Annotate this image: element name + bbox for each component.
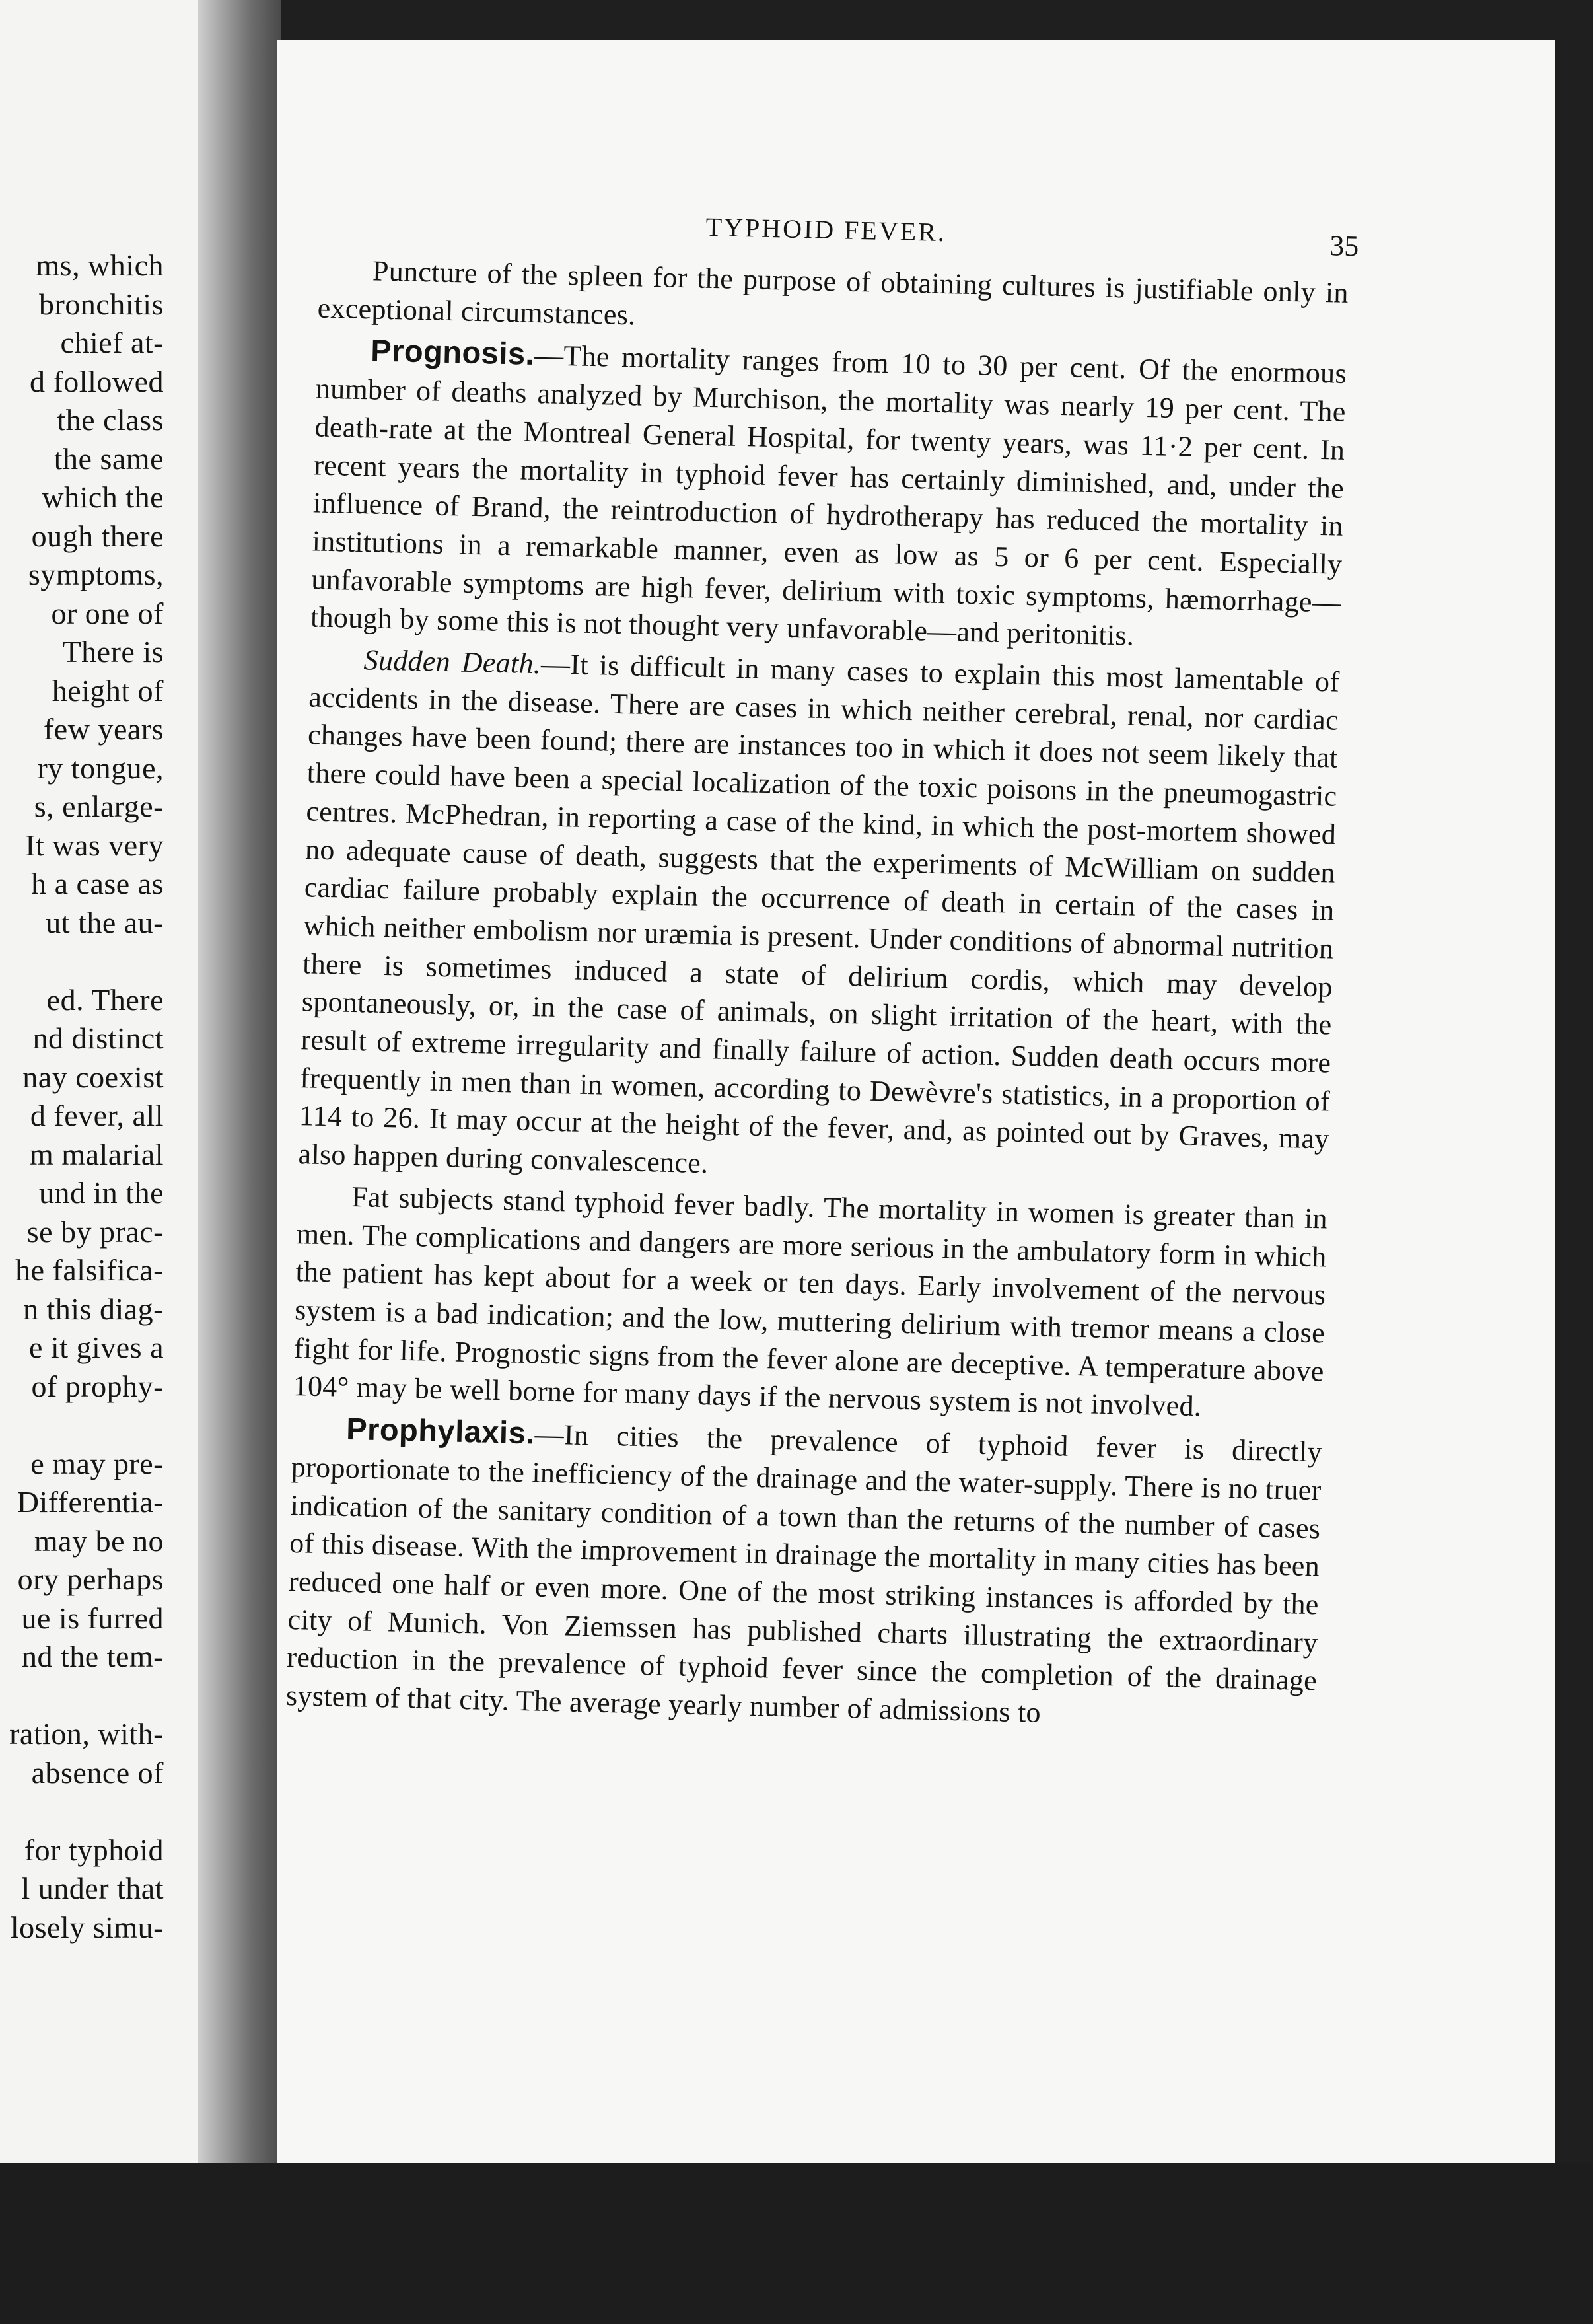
paragraph-prophylaxis [285, 1408, 1322, 1738]
left-page-line: the same [53, 441, 164, 476]
book-gutter [198, 0, 281, 2163]
left-page-line: ue is furred [21, 1601, 164, 1635]
left-page-line: n this diag- [23, 1291, 164, 1326]
left-page-line: l under that [21, 1871, 164, 1905]
left-page-line: losely simu- [10, 1910, 164, 1944]
running-head: TYPHOID FEVER. [705, 211, 947, 248]
left-page-line: the class [57, 403, 164, 437]
left-page-line: which the [42, 480, 164, 514]
paragraph-text: —The mortality ranges from 10 to 30 per cent. Of the enormous number of deaths analyzed by Murchison, the mortality was nearly 19 per cent. The death-rate at the Montreal General Hospital, for twenty years, was 11·2 per cent. In recent years the mortality in typhoid fever has certainly diminished, and, under the influence of Brand, the reintroduction of hydrotherapy has reduced the mortality in institutions in a remarkable manner, even as low as 5 or 6 per cent. Especially unfavorable symptoms are high fever, delirium with toxic symptoms, hæmorrhage—though by some this is not thought very unfavorable—and peritonitis. [310, 339, 1347, 652]
left-page-line: few years [43, 712, 164, 746]
left-page-line: It was very [25, 828, 164, 862]
left-page-line: nd distinct [32, 1021, 164, 1055]
scan-background [0, 2163, 1593, 2324]
left-page-line: symptoms, [28, 558, 164, 591]
left-page-line: ory perhaps [17, 1562, 164, 1596]
left-page-line: d fever, all [30, 1099, 164, 1132]
left-page-line: ms, which [36, 248, 164, 282]
subsection-heading-sudden-death: Sudden Death. [363, 643, 542, 680]
left-page-line: chief at- [60, 326, 164, 359]
left-page-line: e may pre- [30, 1446, 164, 1480]
right-page [277, 40, 1555, 2167]
left-page-line: d followed [29, 364, 164, 398]
left-page-line: se by prac- [26, 1214, 164, 1249]
left-page-line: s, enlarge- [34, 789, 164, 823]
paragraph-fat-subjects [293, 1177, 1328, 1429]
left-page-line: nd the tem- [22, 1640, 164, 1673]
body-text [285, 251, 1349, 1739]
section-heading-prophylaxis: Prophylaxis. [345, 1411, 536, 1451]
section-heading-prognosis: Prognosis. [370, 332, 535, 372]
left-page-line: m malarial [30, 1137, 164, 1171]
paragraph-text: Fat subjects stand typhoid fever badly. The mortality in women is greater than in men. The complications and dangers are more serious in the ambulatory form in which the patient has kept about for a week or ten days. Early involvement of the nervous system is a bad indication; and the low, muttering delirium with tremor means a close fight for life. Prognostic signs from the fever alone are deceptive. A temperature above 104° may be well borne for many days if the nervous system is not involved. [293, 1180, 1328, 1423]
left-page-line: ed. There [46, 982, 164, 1017]
paragraph-text: Puncture of the spleen for the purpose of obtaining cultures is justifiable only in exceptional circumstances. [317, 254, 1349, 332]
paragraph-text: —In cities the prevalence of typhoid fever is directly proportionate to the inefficiency of the drainage and the water-supply. There is no truer indication of the sanitary condition of a town than the returns of the number of cases of this disease. With the improvement in drainage the mortality in many cities has been reduced one half or even more. One of the most striking instances is afforded by the city of Munich. Von Ziemssen has published charts illustrating the extraordinary reduction in the prevalence of typhoid fever since the completion of the drainage system of that city. The average yearly number of admissions to [285, 1418, 1323, 1729]
left-page-line: ry tongue, [37, 750, 164, 785]
left-page-line: e it gives a [29, 1330, 164, 1364]
left-page-line: nay coexist [22, 1060, 164, 1094]
left-page-line: There is [62, 635, 164, 669]
left-page-line: height of [52, 673, 164, 708]
paragraph-sudden-death [298, 639, 1340, 1196]
left-page-line: Differentia- [17, 1485, 164, 1519]
paragraph-text: —It is difficult in many cases to explain this most lamentable of accidents in the disease. There are cases in which neither cerebral, renal, nor cardiac changes have been found; there are instances too in which it does not seem likely that there could have been a special localization of the toxic poisons in the pneumogastric centres. McPhedran, in reporting a case of the kind, in which the post-mortem showed no adequate cause of death, suggests that the experiments of McWilliam on sudden cardiac failure probably explain the occurrence of death in certain of the cases in which neither embolism nor uræmia is present. Under conditions of abnormal nutrition there is sometimes induced a state of delirium cordis, which may develop spontaneously, or, in the case of animals, on slight irritation of the heart, with the result of extreme irregularity and finally failure of action. Sudden death occurs more frequently in men than in women, according to Dewèvre's statistics, in a proportion of 114 to 26. It may occur at the height of the fever, and, as pointed out by Graves, may also happen during convalescence. [298, 647, 1340, 1180]
page-text-block [277, 40, 1555, 2167]
left-page [0, 0, 210, 2180]
page-number: 35 [1329, 229, 1359, 263]
left-page-line: he falsifica- [15, 1253, 164, 1287]
left-page-line: of prophy- [31, 1369, 164, 1403]
left-page-line: for typhoid [24, 1833, 164, 1867]
paragraph-prognosis [310, 330, 1347, 660]
left-page-line: h a case as [31, 867, 164, 900]
left-page-line: or one of [51, 596, 164, 630]
left-page-line: und in the [39, 1176, 164, 1210]
left-page-line: bronchitis [39, 287, 164, 321]
left-page-line: may be no [34, 1523, 164, 1558]
left-page-line: ration, with- [9, 1717, 164, 1751]
left-page-line: absence of [31, 1755, 164, 1790]
left-page-line: ough there [31, 519, 164, 553]
left-page-line: ut the au- [46, 905, 164, 939]
